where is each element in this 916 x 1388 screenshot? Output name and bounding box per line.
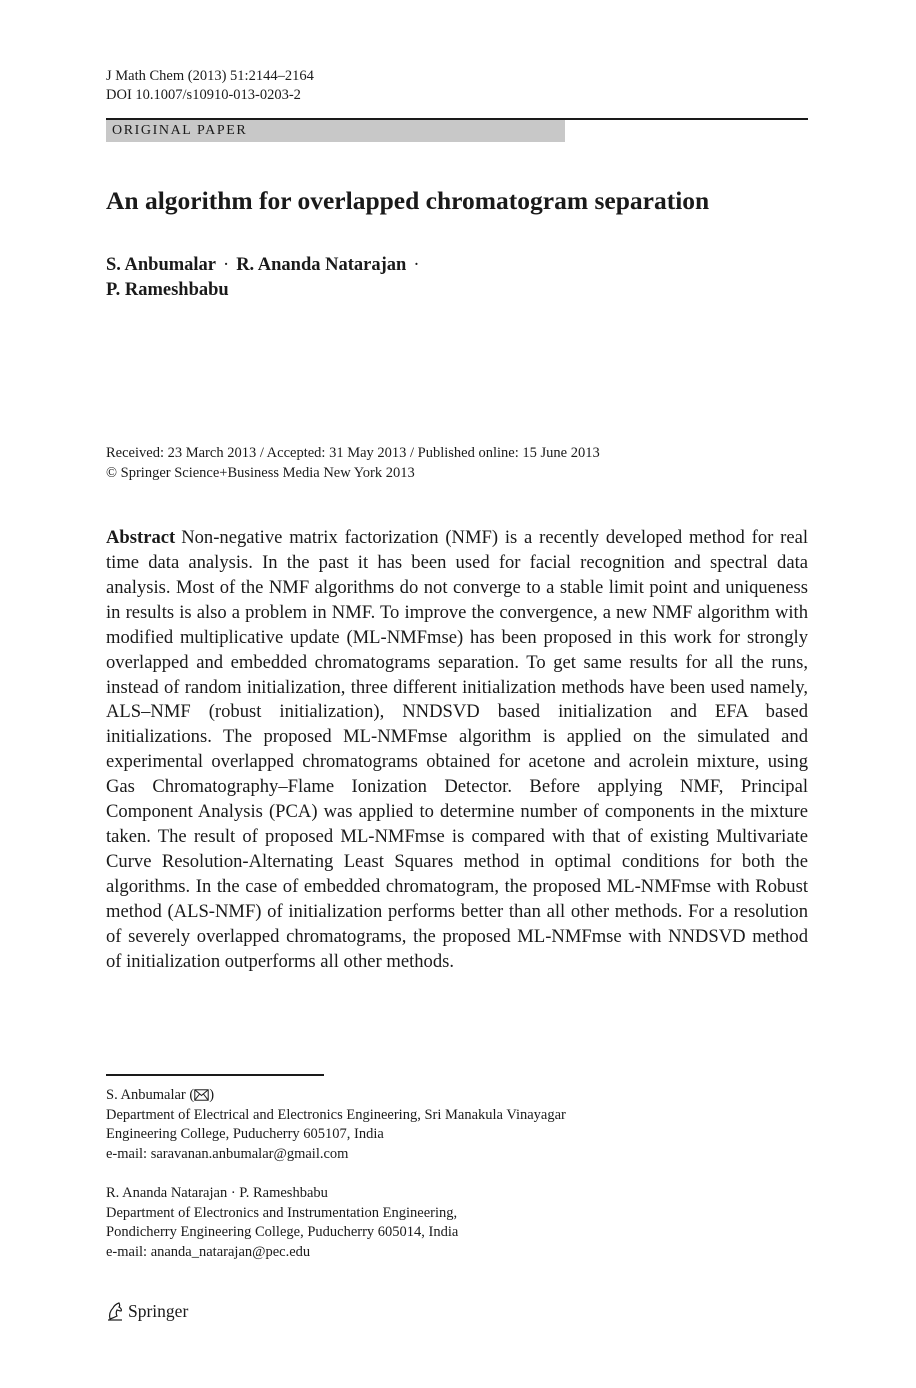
- author-separator: ·: [413, 255, 420, 275]
- affiliation-department: Department of Electronics and Instrumentation Engineering,: [106, 1204, 458, 1221]
- paper-first-page: [106, 0, 808, 1388]
- publication-dates: [106, 443, 600, 483]
- author-list: [106, 253, 426, 303]
- affiliation-email[interactable]: e-mail: saravanan.anbumalar@gmail.com: [106, 1145, 349, 1162]
- springer-horse-logo-icon: [106, 1301, 124, 1321]
- affiliation-block: [106, 1086, 566, 1164]
- affiliation-department: Department of Electrical and Electronics Engineering, Sri Manakula Vinayagar: [106, 1106, 566, 1123]
- publisher-name: Springer: [128, 1301, 189, 1321]
- journal-header: [106, 67, 314, 105]
- date-history: Received: 23 March 2013 / Accepted: 31 May 2013 / Published online: 15 June 2013: [106, 445, 600, 461]
- journal-doi[interactable]: DOI 10.1007/s10910-013-0203-2: [106, 87, 301, 103]
- affiliation-email[interactable]: e-mail: ananda_natarajan@pec.edu: [106, 1243, 311, 1260]
- affiliation-institution: Engineering College, Puducherry 605107, India: [106, 1126, 384, 1142]
- copyright-line: © Springer Science+Business Media New York 2013: [106, 465, 415, 481]
- envelope-icon: [194, 1089, 209, 1101]
- publisher-mark: [106, 1299, 188, 1323]
- author-name: R. Ananda Natarajan: [236, 255, 407, 275]
- author-name: S. Anbumalar: [106, 255, 217, 275]
- affiliation-name: R. Ananda Natarajan · P. Rameshbabu: [106, 1185, 328, 1201]
- abstract-text: Non-negative matrix factorization (NMF) is a recently developed method for real time data analysis. In the past it has been used for facial recognition and spectral data analysis. Most of the NMF algorithms do not converge to a stable limit point and uniqueness in results is also a problem in NMF. To improve the convergence, a new NMF algorithm with modified multiplicative update (ML-NMFmse) has been proposed in this work for strongly overlapped and embedded chromatograms separation. To get same results for all the runs, instead of random initialization, three different initialization methods have been used namely, ALS–NMF (robust initialization), NNDSVD based initialization and EFA based initializations. The proposed ML-NMFmse algorithm is applied on the simulated and experimental overlapped chromatograms obtained for acetone and acrolein mixture, using Gas Chromatography–Flame Ionization Detector. Before applying NMF, Principal Component Analysis (PCA) was applied to determine number of components in the mixture taken. The result of proposed ML-NMFmse is compared with that of existing Multivariate Curve Resolution-Alternating Least Squares method in optimal conditions for both the algorithms. In the case of embedded chromatogram, the proposed ML-NMFmse with Robust method (ALS-NMF) of initialization performs better than all other methods. For a resolution of severely overlapped chromatograms, the proposed ML-NMFmse with NNDSVD method of initialization outperforms all other methods.: [106, 527, 808, 972]
- affiliation-name: S. Anbumalar: [106, 1087, 186, 1103]
- abstract: [106, 526, 808, 975]
- paper-title: An algorithm for overlapped chromatogram separation: [106, 186, 710, 215]
- abstract-label: Abstract: [106, 527, 176, 548]
- author-separator: ·: [223, 255, 230, 275]
- footnote-rule: [106, 1074, 324, 1076]
- author-name: P. Rameshbabu: [106, 280, 229, 300]
- article-type: ORIGINAL PAPER: [112, 123, 248, 138]
- journal-citation: J Math Chem (2013) 51:2144–2164: [106, 68, 314, 84]
- affiliation-institution: Pondicherry Engineering College, Puducherry 605014, India: [106, 1224, 459, 1240]
- affiliation-block: [106, 1184, 458, 1262]
- corresponding-author-marker: ( ): [189, 1087, 215, 1103]
